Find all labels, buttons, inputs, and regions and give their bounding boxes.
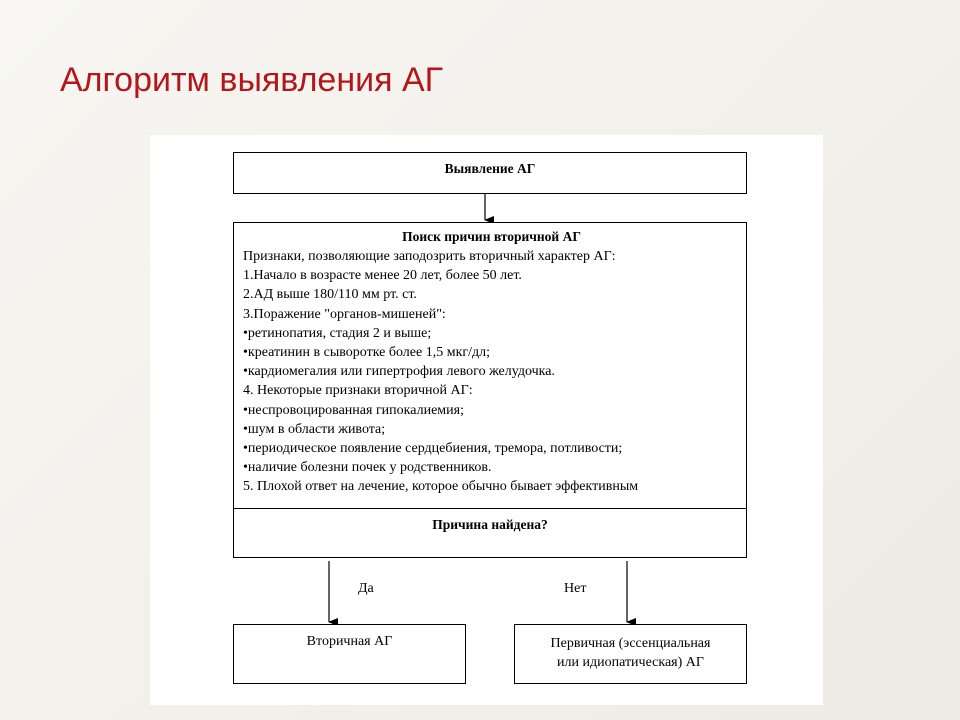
search-box-line: 3.Поражение "органов-мишеней": [243, 306, 446, 322]
search-box-line: •ретинопатия, стадия 2 и выше; [243, 325, 432, 341]
primary-hypertension-box [514, 624, 747, 684]
primary-box-line: Первичная (эссенциальная [550, 636, 711, 651]
yes-branch-label: Да [358, 581, 374, 596]
no-branch-label: Нет [564, 581, 587, 596]
search-box-line: 1.Начало в возрасте менее 20 лет, более 50 лет. [243, 268, 522, 284]
primary-box-line: или идиопатическая) АГ [557, 655, 704, 670]
detection-box-title: Выявление АГ [444, 161, 536, 176]
cause-found-title: Причина найдена? [432, 517, 548, 532]
secondary-hypertension-box [233, 624, 466, 684]
search-box-line: •креатинин в сыворотке более 1,5 мкг/дл; [243, 345, 491, 361]
slide-title: Алгоритм выявления АГ [60, 61, 444, 99]
search-box-line: •неспровоцированная гипокалиемия; [243, 402, 464, 418]
cause-found-box [233, 508, 747, 558]
search-box-line: 2.АД выше 180/110 мм рт. ст. [243, 287, 417, 303]
search-box-line: 5. Плохой ответ на лечение, которое обычно бывает эффективным [243, 479, 639, 495]
search-box-line: Признаки, позволяющие заподозрить вторичный характер АГ: [243, 249, 616, 264]
secondary-box-text: Вторичная АГ [306, 634, 393, 649]
flowchart-figure [150, 135, 823, 705]
search-box-line: •кардиомегалия или гипертрофия левого желудочка. [243, 364, 555, 380]
search-box-line: •наличие болезни почек у родственников. [243, 460, 492, 476]
detection-box [233, 152, 747, 194]
search-box-title: Поиск причин вторичной АГ [402, 229, 581, 244]
search-box-line: •шум в области живота; [243, 421, 386, 437]
search-box-line: •периодическое появление сердцебиения, тремора, потливости; [243, 441, 623, 457]
search-box-line: 4. Некоторые признаки вторичной АГ: [243, 383, 473, 399]
search-causes-box [233, 222, 747, 509]
